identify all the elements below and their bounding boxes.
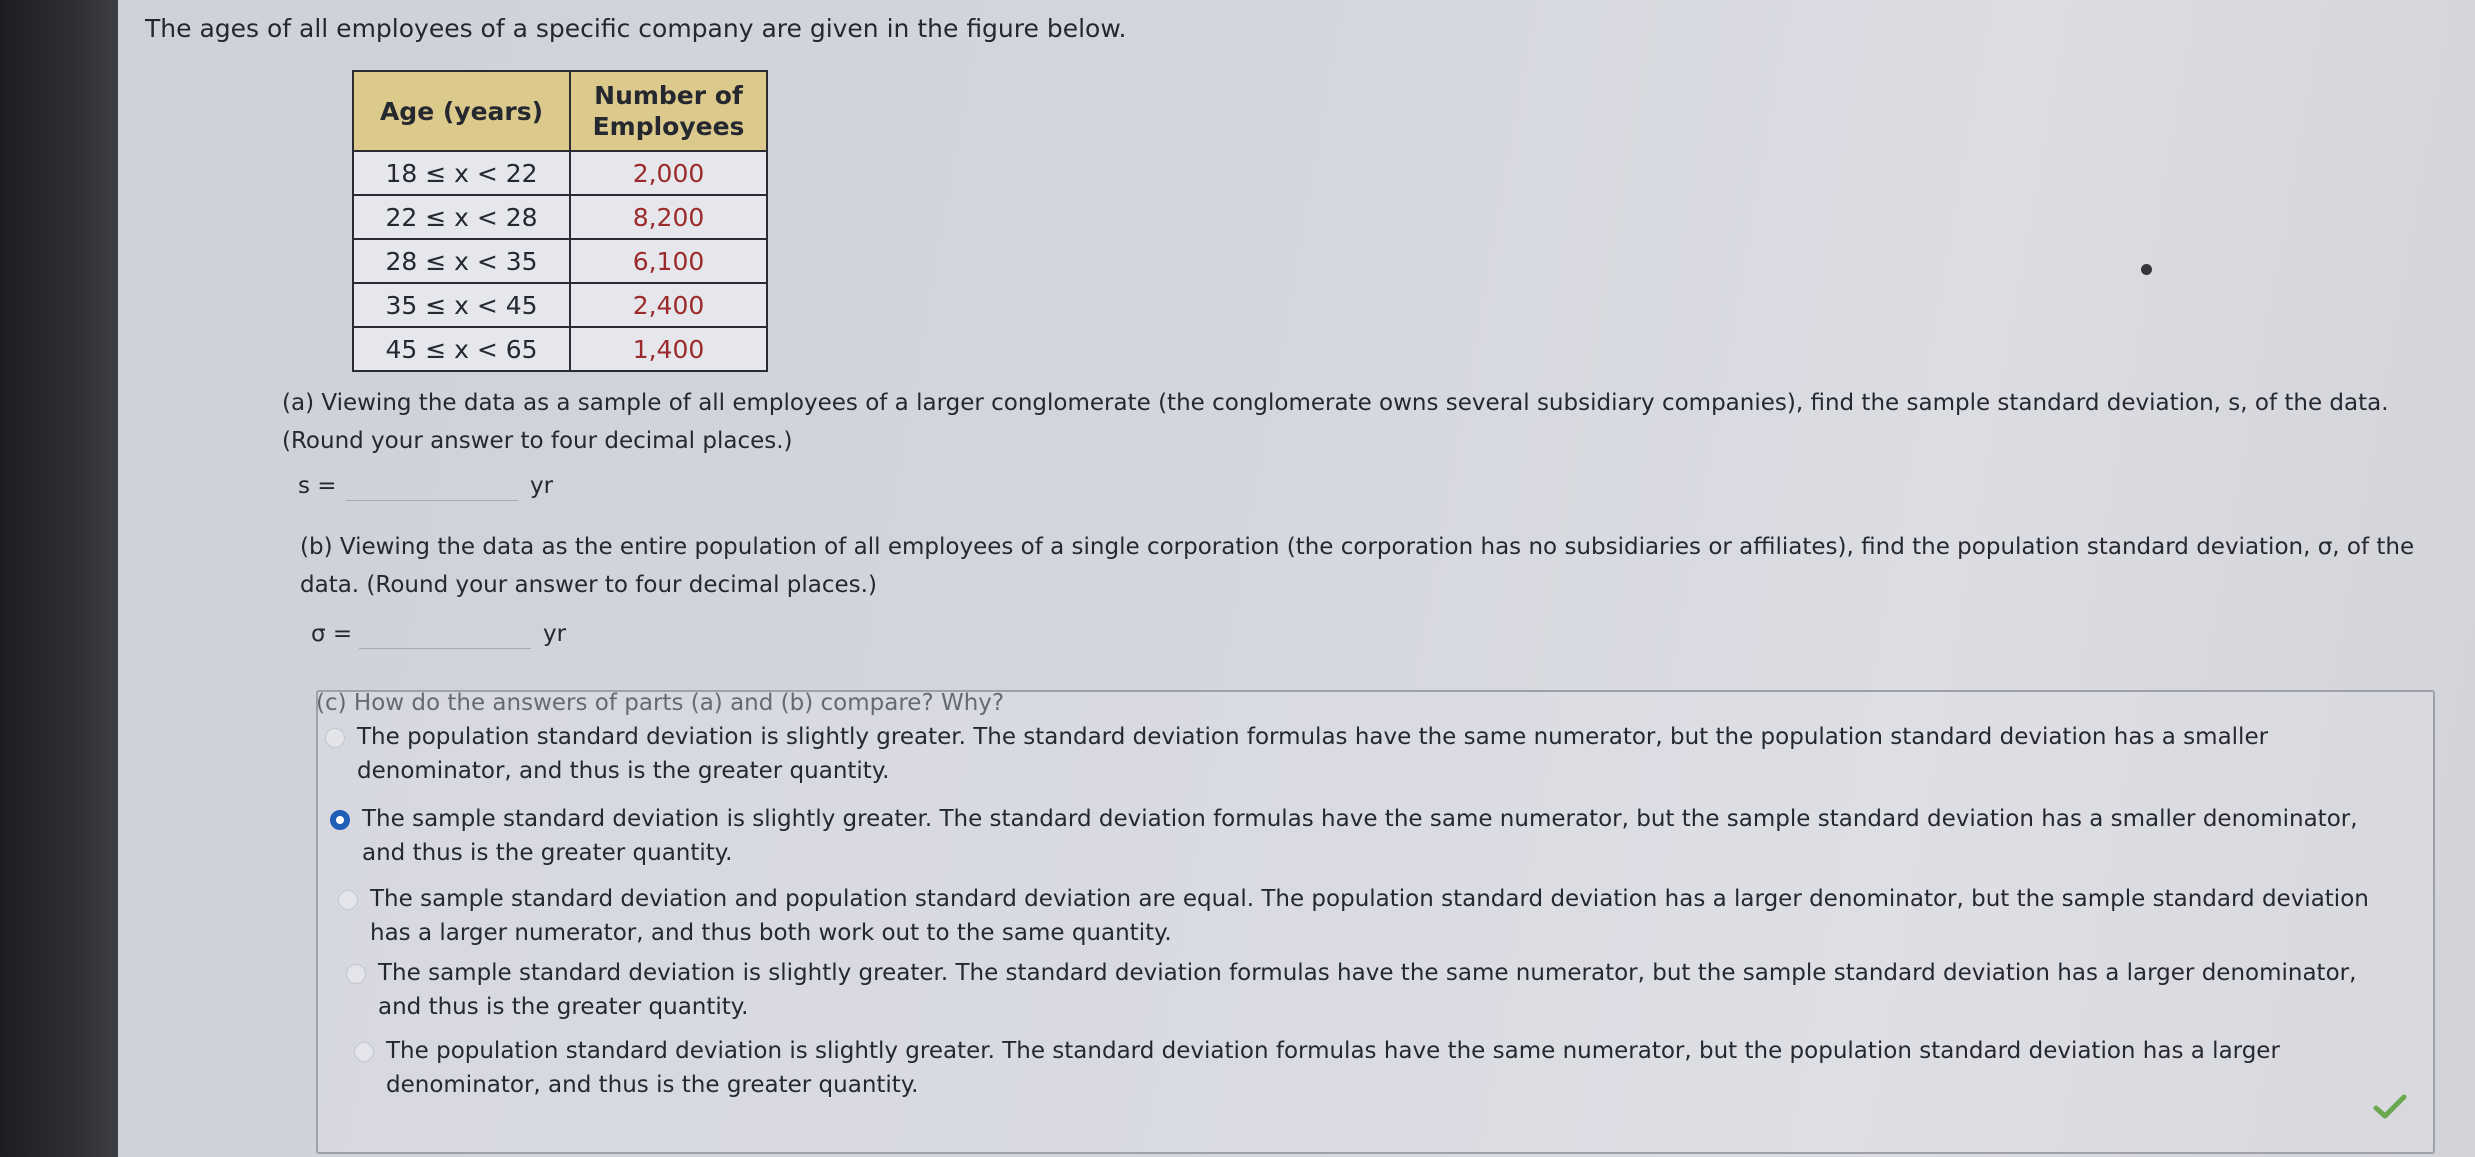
question-intro: The ages of all employees of a specific company are given in the figure below.	[145, 14, 1127, 43]
choice-label: The population standard deviation is slightly greater. The standard deviation formulas have the same numerator, but the population standard deviation has a larger denominator, and thus is the greater quantity.	[386, 1038, 2280, 1098]
header-number-of-employees: Number of Employees	[570, 71, 767, 151]
choice-4[interactable]	[346, 956, 2406, 1024]
table-row	[353, 239, 767, 283]
header-age: Age (years)	[353, 71, 570, 151]
choice-5[interactable]	[354, 1034, 2414, 1102]
radio-button[interactable]	[338, 890, 358, 910]
part-b-answer-row	[311, 618, 566, 649]
choice-1[interactable]	[325, 720, 2385, 788]
age-range-cell: 35 ≤ x < 45	[353, 283, 570, 327]
table-row	[353, 151, 767, 195]
left-dark-edge	[0, 0, 118, 1157]
part-a-question: (a) Viewing the data as a sample of all employees of a larger conglomerate (the conglomerate owns several subsidiary companies), find the sample standard deviation, s, of the data. (Round your answer to four decimal places.)	[282, 390, 2389, 454]
table-row	[353, 283, 767, 327]
check-icon	[2373, 1093, 2407, 1121]
employee-count-cell: 6,100	[570, 239, 767, 283]
radio-button[interactable]	[325, 728, 345, 748]
employee-count-cell: 8,200	[570, 195, 767, 239]
table-row	[353, 195, 767, 239]
part-a-answer-row	[298, 470, 553, 501]
population-sd-unit: yr	[543, 620, 567, 647]
part-c-question: (c) How do the answers of parts (a) and (b) compare? Why?	[316, 690, 1005, 716]
age-range-cell: 18 ≤ x < 22	[353, 151, 570, 195]
age-range-cell: 22 ≤ x < 28	[353, 195, 570, 239]
sample-sd-input[interactable]	[346, 470, 518, 501]
choice-label: The sample standard deviation is slightly greater. The standard deviation formulas have the same numerator, but the sample standard deviation has a smaller denominator, and thus is the greater quantity.	[362, 806, 2358, 866]
employee-count-cell: 1,400	[570, 327, 767, 371]
employee-count-cell: 2,000	[570, 151, 767, 195]
table-row	[353, 327, 767, 371]
stray-dot	[2141, 264, 2152, 275]
radio-button-selected[interactable]	[330, 810, 350, 830]
radio-button[interactable]	[346, 964, 366, 984]
choice-label: The sample standard deviation is slightly greater. The standard deviation formulas have the same numerator, but the sample standard deviation has a larger denominator, and thus is the greater quantity.	[378, 960, 2357, 1020]
age-range-cell: 28 ≤ x < 35	[353, 239, 570, 283]
choice-label: The population standard deviation is slightly greater. The standard deviation formulas have the same numerator, but the population standard deviation has a smaller denominator, and thus is the greater quantity.	[357, 724, 2269, 784]
part-b-question: (b) Viewing the data as the entire population of all employees of a single corporation (the corporation has no subsidiaries or affiliates), find the population standard deviation, σ, of the data. (Round your answer to four decimal places.)	[300, 534, 2415, 598]
sample-sd-unit: yr	[530, 472, 554, 499]
employee-count-cell: 2,400	[570, 283, 767, 327]
choice-3[interactable]	[338, 882, 2398, 950]
age-range-cell: 45 ≤ x < 65	[353, 327, 570, 371]
radio-button[interactable]	[354, 1042, 374, 1062]
choice-2[interactable]	[330, 802, 2390, 870]
age-data-table	[352, 70, 768, 372]
sample-sd-label: s =	[298, 472, 337, 499]
population-sd-label: σ =	[311, 620, 353, 647]
choice-label: The sample standard deviation and population standard deviation are equal. The population standard deviation has a larger denominator, but the sample standard deviation has a larger numerator, and thus both work out to the same quantity.	[370, 886, 2369, 946]
population-sd-input[interactable]	[359, 618, 531, 649]
